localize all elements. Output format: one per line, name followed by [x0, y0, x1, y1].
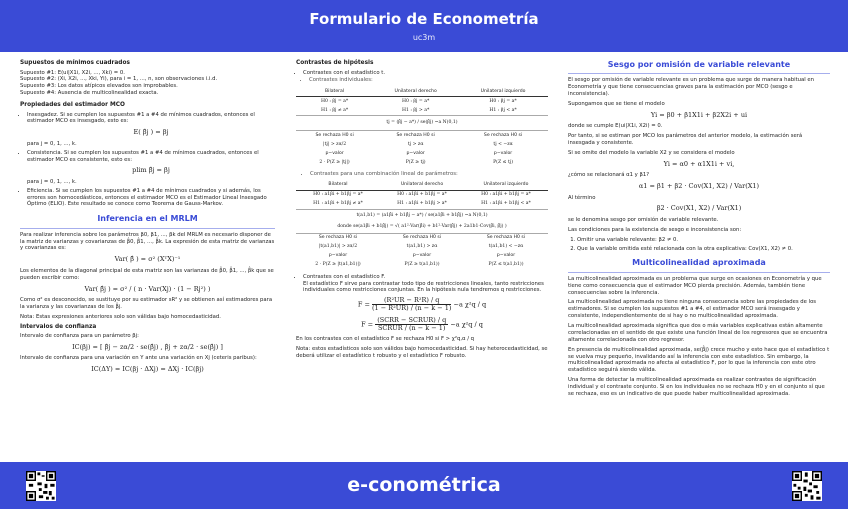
f2-distribution: ~a χ²q / q: [450, 320, 483, 329]
formula-alpha-relation: α1 = β1 + β2 · Cov(X1, X2) / Var(X1): [638, 182, 760, 191]
t1-reject-bilateral: Se rechaza H0 si: [315, 132, 354, 138]
condition-1: 1. Omitir una variable relevante: β2 ≠ 0.: [577, 237, 830, 244]
inference-text-3: Como σ² es desconocido, se sustituye por su estimador sR² y se obtienen así estimadores para la varianza y las covarianzas de los β̂j.: [20, 296, 273, 310]
bias-conditions-list: [568, 237, 830, 253]
t1-header-left: Unilateral izquierdo: [458, 87, 548, 96]
t2-pvf-right: P(Z ≥ t(a1,b1)): [404, 262, 440, 268]
header-banner: [0, 0, 848, 52]
t2-header-bilateral: Bilateral: [296, 181, 380, 190]
f2-fraction: [375, 317, 448, 332]
divider: [568, 272, 830, 273]
condition-2: 2. Que la variable omitida esté relacionada con la otra explicativa: Cov(X1, X2) ≠ 0.: [577, 246, 830, 253]
t2-se-definition: donde se(a1β̂i + b1β̂j) = √( a1²·Var(β̂i) + b1²·Var(β̂j) + 2a1b1·Cov(β̂i, β̂j) ): [296, 222, 548, 233]
t1-reject-left: Se rechaza H0 si: [483, 132, 523, 138]
t-sublist-1: [303, 77, 548, 84]
f1-lhs: F =: [357, 300, 370, 309]
formula-full-model: Yi = β0 + β1X1i + β2X2i + ui: [650, 110, 748, 119]
t1-pvf-left: P(Z ≤ tj): [493, 159, 514, 165]
hypothesis-list: [296, 70, 548, 85]
property-unbiased: • Insesgadez. Si se cumplen los supuestos #1 a #4 de mínimos cuadrados, entonces el estimador MCO es insesgado, esto es: E( β̂j ) = βj para j = 0, 1, ..., k.: [27, 112, 275, 148]
t2-pv-left: p−valor: [496, 253, 516, 259]
inference-text-2: Los elementos de la diagonal principal de esta matriz son las varianzas de β̂0, β̂1, ..., β̂k que se pueden escribir como:: [20, 267, 274, 281]
properties-list: [20, 112, 275, 209]
f2-numerator: (SCRR − SCRUR) / q: [377, 315, 447, 324]
t1-pv-right: p−valor: [406, 150, 425, 156]
t2-header-right: Unilateral derecho: [380, 181, 464, 190]
ci-title: Intervalos de confianza: [20, 323, 97, 330]
formula-variance-matrix: Var( β̂ ) = σ² (XᵀX)⁻¹: [114, 255, 181, 264]
t2-h1-right: H1 : a1βi + b1βj > a*: [397, 201, 447, 207]
formula-variance-beta: Var( β̂j ) = σ² / ( n · Var(Xj) · (1 − Rj²) ): [84, 284, 211, 293]
formula-unbiased: E( β̂j ) = βj: [133, 128, 169, 137]
t2-pvf-bilateral: 2 · P(Z ≥ |t(a1,b1)|): [315, 262, 361, 268]
t1-h1-right: H1 : βj > a*: [402, 107, 430, 113]
property-consistency: • Consistencia. Si se cumplen los supuestos #1 a #4 de mínimos cuadrados, entonces el estimador MCO es consistente, esto es: plim β̂j = βj para j = 0, 1, ..., k.: [27, 150, 275, 186]
assumptions-title: Supuestos de mínimos cuadrados: [20, 60, 130, 66]
formula-ci-param: IC(βj) = [ β̂j − zα/2 · se(β̂j) , β̂j + zα/2 · se(β̂j) ]: [72, 342, 223, 351]
f-test-description: El estadístico F sirve para contrastar todo tipo de restricciones lineales, tanto restricciones individuales como restricciones conjuntas. En la hipótesis nula tendremos q restricciones.: [303, 280, 544, 294]
formula-consistency: plim β̂j = βj: [132, 166, 170, 175]
ovb-text-9: Las condiciones para la existencia de sesgo e inconsistencia son:: [568, 226, 742, 233]
t1-pv-left: p−valor: [493, 150, 513, 156]
page-title: Formulario de Econometría: [309, 10, 539, 28]
t2-pv-bilateral: p−valor: [328, 253, 348, 259]
t2-statistic: t(a1,b1) = (a1β̂i + b1β̂j − a*) / se(a1β̂i + b1β̂j) ~a N(0,1): [296, 209, 548, 221]
t2-reject-right: Se rechaza H0 si: [402, 235, 442, 241]
table-individual-tests: [296, 87, 548, 167]
section-title-omitted-variable: Sesgo por omisión de variable relevante: [607, 60, 791, 69]
hypothesis-title: Contrastes de hipótesis: [296, 60, 374, 66]
f1-fraction: [372, 297, 451, 312]
qr-code-icon[interactable]: [792, 471, 822, 501]
formula-f-r2: [296, 297, 548, 312]
f1-numerator: (R²UR − R²R) / q: [372, 297, 451, 305]
assumption-4: Supuesto #4: Ausencia de multicolinealidad exacta.: [20, 90, 159, 97]
ovb-text-4: Por tanto, si se estiman por MCO los parámetros del anterior modelo, la estimación será insesgada y consistente.: [568, 133, 803, 147]
t1-crit-right: tj > zα: [407, 141, 424, 147]
robust-note: Nota: estos estadísticos solo son válidos bajo homocedasticidad. Si hay heterocedasticidad, se deberá utilizar el estadístico t robusto y el estadístico F robusto.: [296, 345, 548, 359]
f2-lhs: F =: [361, 320, 374, 329]
footer-brand: e-conométrica: [347, 474, 501, 496]
ovb-text-5: Si se omite del modelo la variable X2 y se considera el modelo: [568, 149, 735, 156]
formula-bias-term: β2 · Cov(X1, X2) / Var(X1): [656, 204, 742, 213]
t1-h0-bilateral: H0 : βj = a*: [320, 98, 349, 104]
t1-h1-left: H1 : βj < a*: [489, 107, 517, 113]
t1-header-bilateral: Bilateral: [296, 87, 373, 96]
t2-reject-bilateral: Se rechaza H0 si: [318, 235, 358, 241]
assumption-3: Supuesto #3: Los datos atípicos elevados son improbables.: [20, 83, 178, 90]
ovb-text-term: Al término: [568, 194, 596, 201]
assumption-2: Supuesto #2: (Xi, X2i, ..., Xki, Yi), para i = 1, ..., n, son observaciones i.i.d.: [20, 76, 218, 83]
t1-statistic: tj = (β̂j − a*) / se(β̂j) ~a N(0,1): [296, 116, 548, 131]
t-test-item: • Contrastes con el estadístico t. • Contrastes individuales:: [303, 70, 548, 85]
divider: [568, 73, 830, 74]
t1-pvf-right: P(Z ≥ tj): [405, 159, 426, 165]
t1-h0-right: H0 : βj = a*: [402, 98, 430, 104]
t2-crit-left: t(a1,b1) < −zα: [488, 244, 524, 250]
mc-text-4: En presencia de multicolinealidad aproximada, se(β̂j) crece mucho y esto hace que el estadístico t se vuelva muy pequeño, invalidando así la inferencia con este estadístico. Sin embargo, la multicolinealidad aproximada no afecta al estadístico F, por lo que la inferencia con este otro estadístico seguirá siendo válida.: [568, 346, 830, 374]
t1-h1-bilateral: H1 : βj ≠ a*: [320, 107, 349, 113]
ovb-text-1: El sesgo por omisión de variable relevante es un problema que surge de manera habitual en Econometría y que tiene consecuencias graves para la estimación por MCO (sesgo e inconsistencia).: [568, 77, 815, 98]
t1-reject-right: Se rechaza H0 si: [396, 132, 435, 138]
formula-short-model: Yi = α0 + α1X1i + vi,: [663, 159, 735, 168]
f-test-list: [296, 274, 548, 295]
ovb-text-2: Supongamos que se tiene el modelo: [568, 101, 665, 108]
t2-h1-left: H1 : a1βi + b1βj < a*: [481, 201, 531, 207]
t2-crit-right: t(a1,b1) > zα: [406, 244, 438, 250]
t1-header-right: Unilateral derecho: [373, 87, 458, 96]
mc-text-1: La multicolinealidad aproximada es un problema que surge en ocasiones en Econometría y que tiene como consecuencia que el estimador MCO pierda precisión. Además, también tiene consecuencias sobre la inferencia.: [568, 275, 822, 296]
property-efficiency: • Eficiencia. Si se cumplen los supuestos #1 a #4 de mínimos cuadrados y si además, los errores son homocedásticos, entonces el estimador MCO es el Estimador Lineal Insesgado Óptimo (ELIO). Este resultado se conoce como Teorema de Gauss-Markov.: [27, 188, 275, 209]
t1-crit-bilateral: |tj| > zα/2: [323, 141, 347, 147]
formula-f-scr: [296, 317, 548, 332]
ovb-text-3: donde se cumple E(ui|X1i, X2i) = 0.: [568, 123, 663, 130]
t-sublist-2: [296, 171, 548, 178]
divider: [20, 228, 275, 229]
inference-note: Nota: Estas expresiones anteriores solo son válidas bajo homocedasticidad.: [20, 313, 221, 320]
f1-distribution: ~a χ²q / q: [453, 300, 487, 309]
t2-pvf-left: P(Z ≤ t(a1,b1)): [488, 262, 524, 268]
mc-text-5: Una forma de detectar la multicolinealidad aproximada es realizar contrastes de significación individual y el contraste conjunto. Si en los individuales no se rechaza H0 y en el conjunto sí que se rechaza, eso es un indicativo de que puede haber multicolinealidad aproximada.: [568, 377, 825, 397]
t1-pvf-bilateral: 2 · P(Z ≥ |tj|): [319, 159, 350, 165]
qr-code-right-graphic: [792, 471, 822, 501]
t1-h0-left: H0 : βj = a*: [489, 98, 517, 104]
footer-banner: [0, 462, 848, 509]
t2-crit-bilateral: |t(a1,b1)| > zα/2: [318, 244, 358, 250]
properties-title: Propiedades del estimador MCO: [20, 102, 125, 109]
page-subtitle: uc3m: [412, 33, 436, 42]
assumption-1: Supuesto #1: E(ui|X1i, X2i, ..., Xki) = 0.: [20, 69, 125, 76]
column-right: [568, 58, 830, 401]
table-linear-combination: [296, 181, 548, 270]
t2-reject-left: Se rechaza H0 si: [486, 235, 526, 241]
linear-combination-label: • Contrastes para una combinación lineal de parámetros:: [310, 171, 548, 178]
f-test-item: • Contrastes con el estadístico F. El estadístico F sirve para contrastar todo tipo de restricciones lineales, tanto restricciones individuales como restricciones conjuntas. En la hipótesis nula tendremos q restricciones.: [303, 274, 548, 295]
inference-text-1: Para realizar inferencia sobre los parámetros β0, β1, ..., βk del MRLM es necesario disponer de la matriz de varianzas y covarianzas de β̂0, β̂1, ..., β̂k. La expresión de esta matriz de varianzas y covarianzas es:: [20, 231, 275, 252]
t2-h0-right: H0 : a1βi + b1βj = a*: [397, 192, 447, 198]
ovb-text-8: se le denomina sesgo por omisión de variable relevante.: [568, 216, 719, 223]
t1-pv-bilateral: p−valor: [325, 150, 344, 156]
t2-h0-left: H0 : a1βi + b1βj = a*: [481, 192, 531, 198]
t2-h1-bilateral: H1 : a1βi + b1βj ≠ a*: [313, 201, 363, 207]
column-middle: [296, 58, 548, 362]
ovb-question: ¿cómo se relacionará α1 y β1?: [568, 172, 650, 179]
f-reject-rule: En los contrastes con el estadístico F se rechaza H0 si F > χ²q,α / q: [296, 335, 475, 342]
mc-text-2: La multicolinealidad aproximada no tiene ninguna consecuencia sobre las propiedades de los estimadores. Si se cumplen los supuestos #1 a #4, el estimador MCO será insesgado y consistente, independientemente de si hay o no multicolinealidad aproximada.: [568, 299, 817, 320]
column-left: [20, 58, 275, 378]
f1-denominator: (1 − R²UR) / (n − k − 1): [371, 304, 452, 313]
section-title-multicollinearity: Multicolinealidad aproximada: [632, 258, 766, 268]
f2-denominator: SCRUR / (n − k − 1): [377, 323, 446, 332]
mc-text-3: La multicolinealidad aproximada significa que dos o más variables explicativas están altamente correlacionadas en el sentido de que existe una función lineal de los regresores que se encuentra altamente correlacionada con otro regresor.: [568, 323, 828, 343]
t2-h0-bilateral: H0 : a1βi + b1βj = a*: [313, 192, 363, 198]
individual-tests-label: • Contrastes individuales:: [309, 77, 548, 84]
t1-crit-left: tj < −zα: [493, 141, 513, 147]
ci-text-1: Intervalo de confianza para un parámetro βj:: [20, 333, 139, 340]
formula-ci-delta: IC(ΔY) = IC(βj · ΔXj) = ΔXj · IC(βj): [91, 365, 204, 374]
t2-pv-right: p−valor: [412, 253, 432, 259]
t2-header-left: Unilateral izquierdo: [464, 181, 548, 190]
ci-text-2: Intervalo de confianza para una variación en Y ante una variación en Xj (ceteris paribus):: [20, 355, 257, 362]
section-title-inference: Inferencia en el MRLM: [97, 214, 198, 224]
